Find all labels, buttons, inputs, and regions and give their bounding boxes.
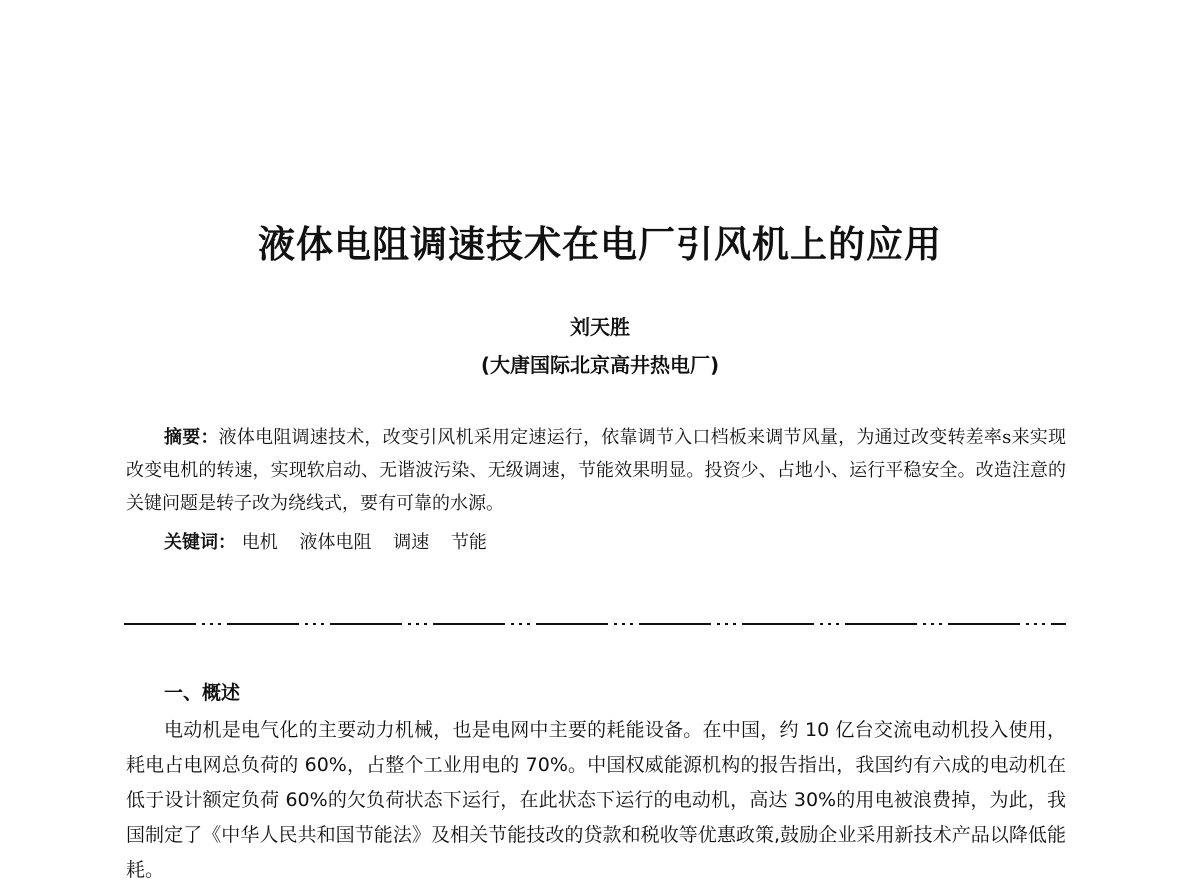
abstract-text: 液体电阻调速技术，改变引风机采用定速运行，依靠调节入口档板来调节风量，为通过改变转差率s来实现改变电机的转速，实现软启动、无谐波污染、无级调速，节能效果明显。投资少、占地小、运行平稳安全。改造注意的关键问题是转子改为绕线式，要有可靠的水源。 [126, 427, 1067, 514]
section-heading: 一、概述 [164, 682, 241, 704]
abstract [126, 421, 1066, 520]
paper-title: 液体电阻调速技术在电厂引风机上的应用 [258, 223, 942, 266]
abstract-label: 摘要： [164, 427, 219, 448]
author-name: 刘天胜 [570, 315, 630, 339]
body-paragraph: 电动机是电气化的主要动力机械，也是电网中主要的耗能设备。在中国，约 10 亿台交流电动机投入使用，耗电占电网总负荷的 60%，占整个工业用电的 70%。中国权威能源机构的报告指出，我国约有六成的电动机在低于设计额定负荷 60%的欠负荷状态下运行，在此状态下运行的电动机，高达 30%的用电被浪费掉，为此，我国制定了《中华人民共和国节能法》及相关节能技改的贷款和税收等优惠政策,鼓励企业采用新技术产品以降低能耗。 [126, 719, 1066, 881]
keywords [164, 528, 1064, 558]
keyword-item: 节能 [450, 532, 487, 553]
keyword-item: 电机 [241, 532, 278, 553]
section-divider [124, 622, 1066, 626]
author-affiliation: (大唐国际北京高井热电厂) [480, 353, 720, 377]
keyword-item: 液体电阻 [299, 532, 372, 553]
keyword-item: 调速 [393, 532, 430, 553]
keywords-label: 关键词： [164, 532, 236, 553]
